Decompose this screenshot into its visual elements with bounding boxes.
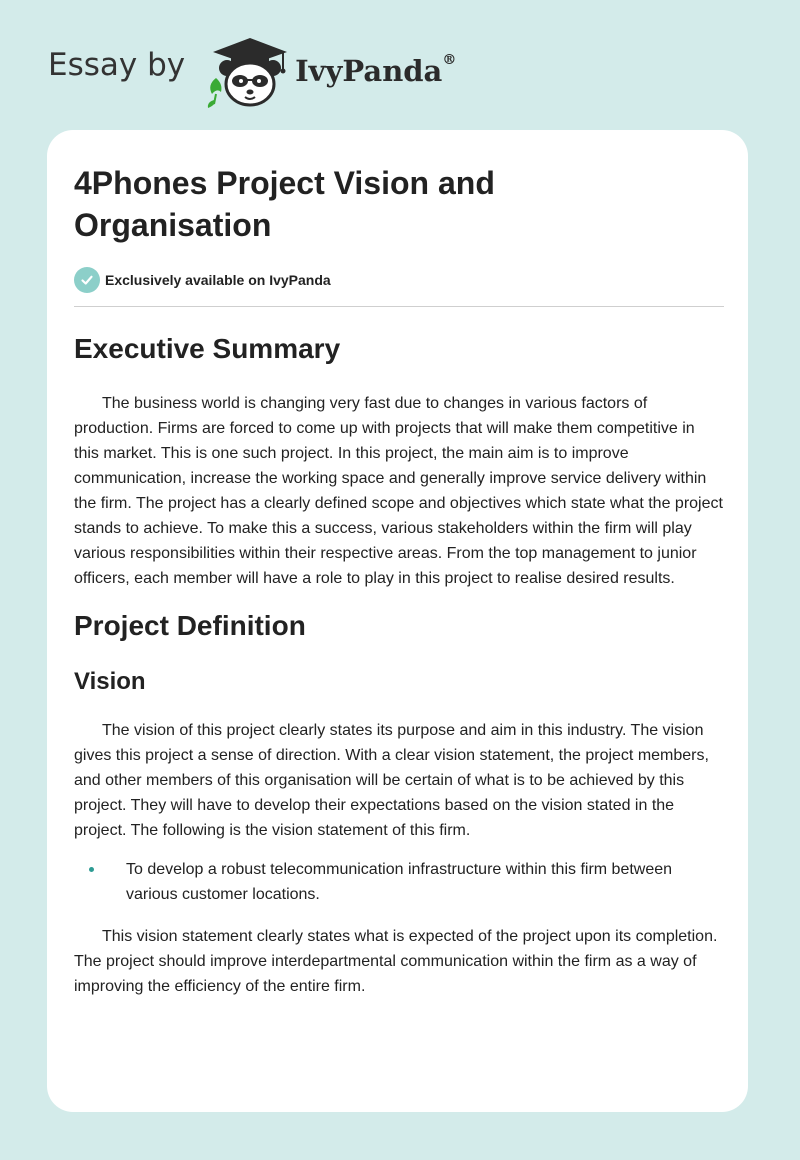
brand-prefix: Essay by [48, 47, 186, 83]
bullet-dot-icon [89, 867, 94, 872]
exclusive-badge [74, 266, 724, 294]
divider [74, 306, 724, 307]
brand-name[interactable]: IvyPanda® [295, 52, 457, 88]
article-content [74, 162, 724, 999]
vision-paragraph-2: This vision statement clearly states what is expected of the project upon its completion. The project should improve interdepartmental communication within the firm as a way of improving the efficiency of the entire firm. [74, 928, 718, 995]
list-item [74, 857, 724, 907]
panda-logo-icon[interactable] [203, 30, 293, 110]
section-heading-project-definition: Project Definition [74, 610, 306, 641]
page-title: 4Phones Project Vision and Organisation [74, 165, 495, 243]
executive-summary-paragraph: The business world is changing very fast due to changes in various factors of production. Firms are forced to come up with projects that will make them competitive in this market. This is one such project. In this project, the main aim is to improve communication, increase the working space and generally improve service delivery within the firm. The project has a clearly defined scope and objectives which state what the project stands to achieve. To make this a success, various stakeholders within the firm will play various responsibilities within their respective areas. From the top management to junior officers, each member will have a role to play in this project to realise desired results. [74, 395, 723, 587]
check-circle-icon [74, 267, 100, 293]
subsection-heading-vision: Vision [74, 668, 146, 695]
brand-header [48, 30, 456, 110]
list-item-text: To develop a robust telecommunication infrastructure within this firm between various customer locations. [126, 861, 673, 903]
article-card [47, 130, 748, 1112]
vision-bullet-list [74, 857, 724, 907]
vision-paragraph-1: The vision of this project clearly states its purpose and aim in this industry. The vision gives this project a sense of direction. With a clear vision statement, the project members, and other members of this organisation will be certain of what is to be achieved by this project. They will have to develop their expectations based on the vision stated in the project. The following is the vision statement of this firm. [74, 722, 709, 839]
badge-text: Exclusively available on IvyPanda [105, 272, 331, 288]
section-heading-executive-summary: Executive Summary [74, 333, 341, 364]
